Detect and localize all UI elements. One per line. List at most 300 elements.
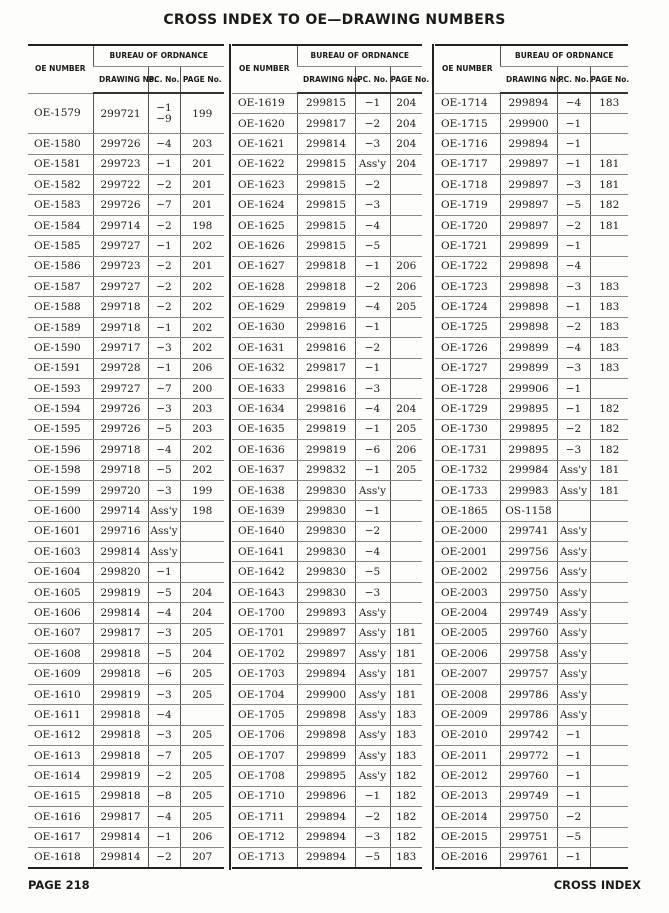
page-no-cell: 204 xyxy=(180,644,224,664)
pc-no-cell: −2 xyxy=(355,521,390,541)
pc-no-cell: −6 xyxy=(148,664,180,684)
pc-no-cell: −2 xyxy=(557,807,590,827)
oe-number-cell: OE-2002 xyxy=(435,562,500,582)
page-no-cell: 182 xyxy=(390,786,422,806)
oe-number-cell: OE-1718 xyxy=(435,175,500,195)
pc-no-cell: −5 xyxy=(355,847,390,867)
table-row xyxy=(435,766,628,786)
pc-no-cell: −5 xyxy=(355,236,390,256)
page-no-cell: 202 xyxy=(180,440,224,460)
page-no-cell: 181 xyxy=(390,684,422,704)
pc-no-cell: −4 xyxy=(148,440,180,460)
oe-number-cell: OE-2010 xyxy=(435,725,500,745)
page-no-cell xyxy=(390,378,422,398)
page-no-cell: 204 xyxy=(390,93,422,113)
oe-number-cell: OE-1643 xyxy=(232,582,297,602)
drawing-no-cell: 299819 xyxy=(93,684,148,704)
pc-no-cell: Ass'y xyxy=(557,480,590,500)
table-row xyxy=(435,480,628,500)
table-row xyxy=(435,399,628,419)
drawing-no-cell: 299722 xyxy=(93,175,148,195)
pc-no-cell: −3 xyxy=(557,358,590,378)
pc-no-cell: −5 xyxy=(148,419,180,439)
oe-number-cell: OE-1703 xyxy=(232,664,297,684)
oe-number-cell: OE-1727 xyxy=(435,358,500,378)
page-no-cell xyxy=(590,256,628,276)
drawing-no-cell: 299983 xyxy=(500,480,557,500)
page-no-cell xyxy=(390,195,422,215)
oe-number-cell: OE-1632 xyxy=(232,358,297,378)
oe-number-cell: OE-1619 xyxy=(232,93,297,113)
table-row xyxy=(28,746,224,766)
oe-number-cell: OE-1706 xyxy=(232,725,297,745)
page-no-cell: 181 xyxy=(590,480,628,500)
drawing-no-cell: 299727 xyxy=(93,378,148,398)
oe-number-cell: OE-1712 xyxy=(232,827,297,847)
table-row xyxy=(435,256,628,276)
oe-number-cell: OE-2000 xyxy=(435,521,500,541)
pc-no-cell: −2 xyxy=(355,807,390,827)
page-no-cell xyxy=(590,521,628,541)
drawing-no-cell: 299898 xyxy=(297,705,355,725)
oe-number-cell: OE-1629 xyxy=(232,297,297,317)
page-no-cell: 181 xyxy=(390,664,422,684)
drawing-no-cell: 299750 xyxy=(500,807,557,827)
oe-number-cell: OE-1620 xyxy=(232,113,297,133)
drawing-no-cell: 299761 xyxy=(500,847,557,867)
pc-no-cell: −1 xyxy=(148,236,180,256)
pc-no-cell: Ass'y xyxy=(557,562,590,582)
drawing-no-cell: 299718 xyxy=(93,460,148,480)
pc-no-cell: −4 xyxy=(355,215,390,235)
pc-no-cell: Ass'y xyxy=(355,725,390,745)
oe-number-cell: OE-1622 xyxy=(232,154,297,174)
page-no-cell: 204 xyxy=(180,603,224,623)
oe-number-cell: OE-1617 xyxy=(28,827,93,847)
pc-no-cell: −3 xyxy=(148,725,180,745)
page-no-cell xyxy=(590,501,628,521)
page-no-cell: 183 xyxy=(390,847,422,867)
table-row xyxy=(28,236,224,256)
drawing-no-cell: 299726 xyxy=(93,419,148,439)
page-no-cell xyxy=(180,542,224,562)
drawing-no-cell: 299718 xyxy=(93,440,148,460)
pc-no-cell: −2 xyxy=(148,847,180,867)
page-no-cell: 181 xyxy=(390,644,422,664)
drawing-no-cell: 299894 xyxy=(297,664,355,684)
drawing-no-cell: 299751 xyxy=(500,827,557,847)
table-row xyxy=(435,746,628,766)
drawing-no-cell: 299815 xyxy=(297,195,355,215)
oe-number-cell: OE-1707 xyxy=(232,746,297,766)
drawing-no-cell: 299818 xyxy=(297,277,355,297)
oe-number-cell: OE-1714 xyxy=(435,93,500,113)
oe-number-cell: OE-1641 xyxy=(232,542,297,562)
oe-number-cell: OE-2012 xyxy=(435,766,500,786)
pc-no-cell: −5 xyxy=(355,562,390,582)
page-no-cell xyxy=(590,623,628,643)
page-no-cell: 198 xyxy=(180,501,224,521)
oe-number-cell: OE-2014 xyxy=(435,807,500,827)
drawing-no-cell: 299814 xyxy=(93,542,148,562)
table-row xyxy=(435,705,628,725)
table-row xyxy=(28,562,224,582)
pc-no-cell: −1 xyxy=(557,378,590,398)
page-no-cell: 205 xyxy=(180,684,224,704)
pc-no-cell: −1 xyxy=(557,297,590,317)
table-row xyxy=(28,256,224,276)
drawing-no-cell: 299899 xyxy=(500,358,557,378)
pc-no-cell: −4 xyxy=(355,399,390,419)
pc-no-cell: −3 xyxy=(557,277,590,297)
oe-number-cell: OE-1710 xyxy=(232,786,297,806)
page-no-cell: 202 xyxy=(180,277,224,297)
page-no-cell: 203 xyxy=(180,134,224,154)
header-bureau-of-ordnance: BUREAU OF ORDNANCE xyxy=(297,45,422,67)
pc-no-cell: Ass'y xyxy=(355,746,390,766)
page-no-cell: 206 xyxy=(180,358,224,378)
oe-number-cell: OE-1702 xyxy=(232,644,297,664)
pc-no-cell: −1 xyxy=(148,827,180,847)
table-row xyxy=(435,93,628,113)
oe-number-cell: OE-1595 xyxy=(28,419,93,439)
table-row xyxy=(28,175,224,195)
drawing-no-cell: 299819 xyxy=(297,440,355,460)
pc-no-cell: −2 xyxy=(148,297,180,317)
pc-no-cell: −3 xyxy=(148,338,180,358)
page-no-cell: 205 xyxy=(180,725,224,745)
pc-no-cell: Ass'y xyxy=(557,521,590,541)
oe-number-cell: OE-1633 xyxy=(232,378,297,398)
drawing-no-cell: 299898 xyxy=(500,256,557,276)
drawing-no-cell: 299749 xyxy=(500,786,557,806)
drawing-no-cell: 299894 xyxy=(500,134,557,154)
oe-number-cell: OE-1606 xyxy=(28,603,93,623)
oe-number-cell: OE-1636 xyxy=(232,440,297,460)
page-no-cell: 205 xyxy=(180,766,224,786)
table-row xyxy=(435,460,628,480)
page-no-cell: 205 xyxy=(180,623,224,643)
page-no-cell xyxy=(390,582,422,602)
pc-no-cell: Ass'y xyxy=(355,623,390,643)
pc-no-cell: −2 xyxy=(355,113,390,133)
drawing-no-cell: 299893 xyxy=(297,603,355,623)
page-no-cell: 207 xyxy=(180,847,224,867)
oe-number-cell: OE-1626 xyxy=(232,236,297,256)
table-row xyxy=(232,256,422,276)
table-row xyxy=(435,297,628,317)
drawing-no-cell: 299815 xyxy=(297,215,355,235)
page-no-cell xyxy=(390,338,422,358)
page-no-cell: 183 xyxy=(390,746,422,766)
page-no-cell xyxy=(590,542,628,562)
drawing-no-cell: 299714 xyxy=(93,501,148,521)
table-row xyxy=(28,827,224,847)
table-row xyxy=(28,542,224,562)
page-number: PAGE 218 xyxy=(28,878,90,892)
table-row xyxy=(232,705,422,725)
table-row xyxy=(435,623,628,643)
oe-number-cell: OE-1720 xyxy=(435,215,500,235)
oe-number-cell: OE-2016 xyxy=(435,847,500,867)
table-row xyxy=(435,786,628,806)
page-no-cell: 182 xyxy=(390,827,422,847)
oe-number-cell: OE-1627 xyxy=(232,256,297,276)
pc-no-cell: −1 xyxy=(148,562,180,582)
oe-number-cell: OE-1582 xyxy=(28,175,93,195)
pc-no-cell: Ass'y xyxy=(557,684,590,704)
page-no-cell: 200 xyxy=(180,378,224,398)
oe-number-cell: OE-1711 xyxy=(232,807,297,827)
drawing-no-cell: 299723 xyxy=(93,256,148,276)
page-no-cell xyxy=(390,480,422,500)
drawing-no-cell: 299897 xyxy=(500,175,557,195)
page-no-cell xyxy=(180,562,224,582)
drawing-no-cell: 299714 xyxy=(93,215,148,235)
page-no-cell: 204 xyxy=(180,582,224,602)
oe-number-cell: OE-1722 xyxy=(435,256,500,276)
cross-index-table-2 xyxy=(232,44,430,869)
page-no-cell xyxy=(590,746,628,766)
pc-no-cell: −3 xyxy=(355,195,390,215)
page-no-cell xyxy=(590,378,628,398)
oe-number-cell: OE-1700 xyxy=(232,603,297,623)
pc-no-cell: −1 xyxy=(557,399,590,419)
drawing-no-cell: 299814 xyxy=(93,603,148,623)
drawing-no-cell: 299818 xyxy=(93,664,148,684)
table-row xyxy=(28,684,224,704)
oe-number-cell: OE-1719 xyxy=(435,195,500,215)
drawing-no-cell: 299758 xyxy=(500,644,557,664)
pc-no-cell: −3 xyxy=(355,827,390,847)
page-no-cell: 182 xyxy=(590,419,628,439)
table-row xyxy=(28,399,224,419)
drawing-no-cell: 299749 xyxy=(500,603,557,623)
table-row xyxy=(232,847,422,867)
header-oe-number: OE NUMBER xyxy=(28,45,93,93)
page-no-cell xyxy=(390,317,422,337)
drawing-no-cell: 299897 xyxy=(297,644,355,664)
oe-number-cell: OE-2011 xyxy=(435,746,500,766)
oe-number-cell: OE-2007 xyxy=(435,664,500,684)
drawing-no-cell: 299894 xyxy=(500,93,557,113)
pc-no-cell: Ass'y xyxy=(355,766,390,786)
table-row xyxy=(28,195,224,215)
oe-number-cell: OE-1600 xyxy=(28,501,93,521)
oe-number-cell: OE-1865 xyxy=(435,501,500,521)
drawing-no-cell: 299830 xyxy=(297,480,355,500)
pc-no-cell: −1 xyxy=(557,113,590,133)
pc-no-cell: −7 xyxy=(148,378,180,398)
pc-no-cell: −4 xyxy=(148,134,180,154)
table-row xyxy=(232,317,422,337)
header-oe-number: OE NUMBER xyxy=(232,45,297,93)
table-row xyxy=(28,215,224,235)
page-no-cell: 183 xyxy=(590,317,628,337)
pc-no-cell: −1 xyxy=(355,358,390,378)
oe-number-cell: OE-1596 xyxy=(28,440,93,460)
table-row xyxy=(28,154,224,174)
table-row xyxy=(435,542,628,562)
pc-no-cell: Ass'y xyxy=(355,154,390,174)
table-row xyxy=(28,725,224,745)
drawing-no-cell: 299757 xyxy=(500,664,557,684)
oe-number-cell: OE-1603 xyxy=(28,542,93,562)
oe-number-cell: OE-1601 xyxy=(28,521,93,541)
pc-no-cell: Ass'y xyxy=(355,664,390,684)
table-row xyxy=(435,684,628,704)
table-row xyxy=(435,175,628,195)
pc-no-cell: −1 xyxy=(355,419,390,439)
page-no-cell xyxy=(590,603,628,623)
table-row xyxy=(435,562,628,582)
drawing-no-cell: 299899 xyxy=(500,236,557,256)
page-no-cell: 183 xyxy=(390,705,422,725)
pc-no-cell: −1 xyxy=(355,93,390,113)
page-no-cell: 198 xyxy=(180,215,224,235)
pc-no-cell: −2 xyxy=(355,175,390,195)
header-bureau-of-ordnance: BUREAU OF ORDNANCE xyxy=(500,45,628,67)
table-row xyxy=(435,317,628,337)
oe-number-cell: OE-1607 xyxy=(28,623,93,643)
oe-number-cell: OE-1730 xyxy=(435,419,500,439)
column-divider xyxy=(229,44,231,870)
drawing-no-cell: 299900 xyxy=(500,113,557,133)
oe-number-cell: OE-1624 xyxy=(232,195,297,215)
drawing-no-cell: 299815 xyxy=(297,93,355,113)
page-no-cell: 204 xyxy=(390,399,422,419)
oe-number-cell: OE-2003 xyxy=(435,582,500,602)
table-row xyxy=(28,786,224,806)
oe-number-cell: OE-1628 xyxy=(232,277,297,297)
oe-number-cell: OE-1590 xyxy=(28,338,93,358)
table-row xyxy=(435,113,628,133)
drawing-no-cell: 299723 xyxy=(93,154,148,174)
oe-number-cell: OE-1593 xyxy=(28,378,93,398)
pc-no-cell: −1 xyxy=(557,847,590,867)
oe-number-cell: OE-1630 xyxy=(232,317,297,337)
table-row xyxy=(232,725,422,745)
drawing-no-cell: 299830 xyxy=(297,562,355,582)
pc-no-cell: Ass'y xyxy=(148,521,180,541)
drawing-no-cell: 299906 xyxy=(500,378,557,398)
drawing-no-cell: 299814 xyxy=(93,827,148,847)
drawing-no-cell: 299720 xyxy=(93,480,148,500)
drawing-no-cell: 299721 xyxy=(93,93,148,134)
pc-no-cell: −5 xyxy=(148,644,180,664)
pc-no-cell: −1 xyxy=(557,154,590,174)
drawing-no-cell: 299899 xyxy=(297,746,355,766)
table-row xyxy=(28,521,224,541)
pc-no-cell: −2 xyxy=(148,277,180,297)
pc-no-cell: −2 xyxy=(557,215,590,235)
drawing-no-cell: 299895 xyxy=(500,419,557,439)
drawing-no-cell: 299816 xyxy=(297,378,355,398)
header-drawing-no: DRAWING No. xyxy=(500,67,557,94)
table-row xyxy=(232,501,422,521)
table-row xyxy=(232,766,422,786)
pc-no-cell: −1 xyxy=(355,501,390,521)
drawing-no-cell: 299760 xyxy=(500,766,557,786)
table-row xyxy=(28,317,224,337)
table-row xyxy=(435,378,628,398)
table-row xyxy=(435,195,628,215)
table-row xyxy=(28,440,224,460)
drawing-no-cell: 299899 xyxy=(500,338,557,358)
page-no-cell: 206 xyxy=(390,256,422,276)
table-row xyxy=(435,236,628,256)
page-no-cell: 205 xyxy=(390,460,422,480)
oe-number-cell: OE-1631 xyxy=(232,338,297,358)
oe-number-cell: OE-1609 xyxy=(28,664,93,684)
pc-no-cell: −7 xyxy=(148,746,180,766)
drawing-no-cell: 299830 xyxy=(297,542,355,562)
page-no-cell: 203 xyxy=(180,419,224,439)
drawing-no-cell: 299898 xyxy=(500,277,557,297)
oe-number-cell: OE-1733 xyxy=(435,480,500,500)
pc-no-cell: Ass'y xyxy=(355,684,390,704)
page-no-cell xyxy=(390,175,422,195)
page-no-cell: 202 xyxy=(180,236,224,256)
pc-no-cell: Ass'y xyxy=(355,644,390,664)
page-no-cell xyxy=(180,705,224,725)
table-row xyxy=(232,746,422,766)
pc-no-cell: −1 xyxy=(355,317,390,337)
table-row xyxy=(435,154,628,174)
drawing-no-cell: 299895 xyxy=(500,399,557,419)
oe-number-cell: OE-1728 xyxy=(435,378,500,398)
drawing-no-cell: 299896 xyxy=(297,786,355,806)
table-row xyxy=(232,399,422,419)
page-no-cell xyxy=(590,847,628,867)
drawing-no-cell: 299717 xyxy=(93,338,148,358)
table-row xyxy=(28,338,224,358)
page-no-cell: 181 xyxy=(590,215,628,235)
oe-number-cell: OE-1614 xyxy=(28,766,93,786)
drawing-no-cell: 299895 xyxy=(297,766,355,786)
page-no-cell xyxy=(590,236,628,256)
oe-number-cell: OE-1594 xyxy=(28,399,93,419)
drawing-no-cell: 299716 xyxy=(93,521,148,541)
oe-number-cell: OE-1715 xyxy=(435,113,500,133)
pc-no-cell: −3 xyxy=(557,440,590,460)
header-page-no: PAGE No. xyxy=(180,67,224,94)
table-row xyxy=(435,807,628,827)
section-name: CROSS INDEX xyxy=(553,878,641,892)
pc-no-cell: −1 xyxy=(557,786,590,806)
oe-number-cell: OE-1716 xyxy=(435,134,500,154)
table-row xyxy=(28,501,224,521)
oe-number-cell: OE-1589 xyxy=(28,317,93,337)
table-row xyxy=(232,419,422,439)
page-no-cell xyxy=(590,684,628,704)
pc-no-cell: Ass'y xyxy=(557,460,590,480)
table-row xyxy=(28,623,224,643)
table-row xyxy=(28,705,224,725)
page-no-cell: 199 xyxy=(180,93,224,134)
page-no-cell: 205 xyxy=(390,419,422,439)
drawing-no-cell: 299817 xyxy=(93,807,148,827)
oe-number-cell: OE-1701 xyxy=(232,623,297,643)
table-row xyxy=(232,603,422,623)
table-row xyxy=(435,664,628,684)
table-row xyxy=(435,603,628,623)
page-no-cell xyxy=(590,827,628,847)
table-row xyxy=(435,644,628,664)
drawing-no-cell: 299830 xyxy=(297,582,355,602)
table-row xyxy=(232,664,422,684)
oe-number-cell: OE-1586 xyxy=(28,256,93,276)
